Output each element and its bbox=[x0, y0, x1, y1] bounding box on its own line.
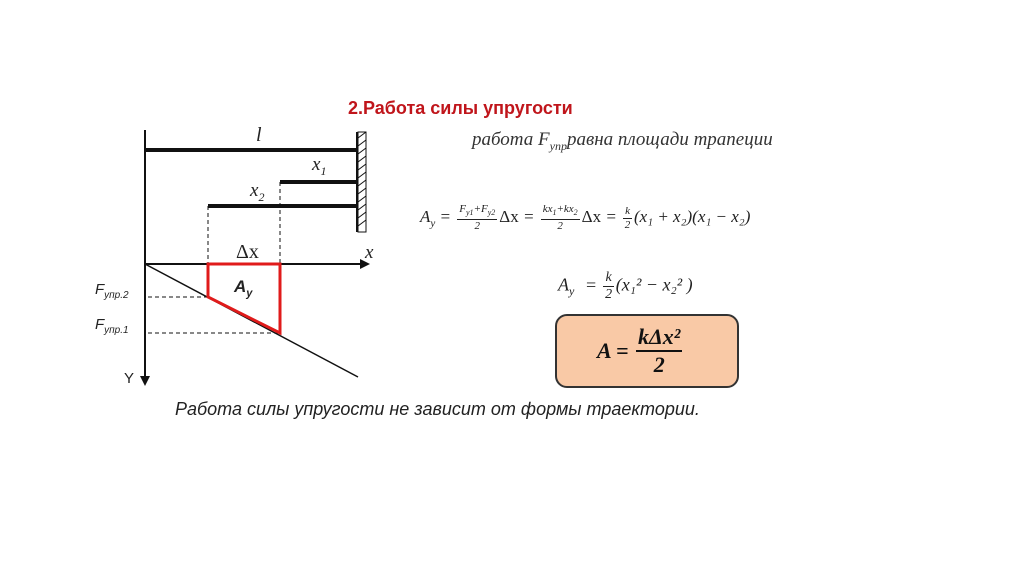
caption: Работа силы упругости не зависит от формы траектории. bbox=[175, 399, 700, 419]
boxed-num: kΔx² bbox=[636, 324, 682, 352]
label-f1-main: F bbox=[95, 316, 105, 333]
f1-dx2: Δx bbox=[581, 207, 602, 226]
f1-tail: (x₁ + x₂)(x₁ − x₂) bbox=[633, 207, 751, 226]
label-f1 bbox=[95, 316, 129, 336]
label-f2-main: F bbox=[95, 281, 105, 298]
formula-work-derivation bbox=[420, 203, 750, 233]
f1-eq1: = bbox=[439, 207, 452, 226]
subtitle-sub: упр bbox=[549, 138, 567, 153]
f1-frac2-den: 2 bbox=[557, 220, 563, 233]
f1-frac1-num bbox=[457, 203, 497, 220]
boxed-den: 2 bbox=[653, 352, 665, 377]
f1-lhs: A bbox=[420, 207, 431, 226]
label-area-main: A bbox=[234, 277, 247, 296]
f1-lhs-sub: y bbox=[430, 217, 436, 230]
f1-frac3-den: 2 bbox=[624, 218, 631, 231]
subtitle-rest: равна площади трапеции bbox=[566, 129, 773, 150]
f1-dx1: Δx bbox=[499, 207, 519, 226]
f2-tail: (x₁² − x₂² ) bbox=[615, 274, 693, 295]
boxed-frac bbox=[636, 324, 682, 378]
f1-eq3: = bbox=[605, 207, 617, 226]
f2-lhs-sub: y bbox=[569, 284, 575, 299]
f1-frac1-num-b: +F bbox=[473, 203, 488, 215]
f1-frac2-num-a: kx bbox=[542, 203, 553, 215]
f1-frac2-num-sub-a: 1 bbox=[552, 208, 557, 218]
f1-frac2-num-sub-b: 2 bbox=[573, 208, 578, 218]
label-x1-main: x bbox=[312, 154, 321, 175]
f1-frac1-num-sub-b: y2 bbox=[487, 208, 496, 218]
label-l: l bbox=[256, 124, 262, 146]
label-area bbox=[234, 277, 252, 299]
subtitle-text: работа F bbox=[472, 129, 550, 150]
f1-frac1-den: 2 bbox=[474, 220, 481, 233]
f2-lhs: A bbox=[558, 274, 569, 295]
result-box bbox=[555, 314, 739, 388]
f1-frac1 bbox=[457, 203, 497, 233]
label-f2 bbox=[95, 281, 129, 301]
label-area-sub: y bbox=[246, 287, 253, 300]
label-x2-sub: 2 bbox=[258, 189, 265, 204]
label-x-axis: x bbox=[365, 242, 374, 263]
f2-frac-num: k bbox=[605, 270, 612, 285]
f2-frac-den: 2 bbox=[605, 287, 613, 302]
f1-frac1-num-sub-a: y1 bbox=[466, 208, 474, 218]
label-dx: Δx bbox=[236, 241, 259, 263]
f1-frac2-num bbox=[541, 203, 580, 220]
label-x2 bbox=[250, 180, 264, 205]
label-x1-sub: 1 bbox=[320, 163, 327, 178]
label-f2-sub: упр.2 bbox=[104, 290, 129, 301]
f1-eq2: = bbox=[522, 207, 535, 226]
f1-frac2 bbox=[541, 203, 580, 233]
boxed-lhs: A = bbox=[597, 338, 629, 363]
label-f1-sub: упр.1 bbox=[104, 325, 129, 336]
label-y-axis: Y bbox=[124, 370, 135, 387]
slide-title: 2.Работа силы упругости bbox=[348, 98, 573, 118]
f1-frac3-num: k bbox=[625, 204, 630, 217]
f1-frac1-num-a: F bbox=[459, 203, 466, 215]
f2-eq: = bbox=[584, 274, 597, 295]
wall bbox=[357, 132, 366, 232]
f1-frac2-num-b: +kx bbox=[556, 203, 574, 215]
f1-frac3 bbox=[623, 205, 632, 232]
y-axis-arrow bbox=[140, 376, 150, 386]
f2-frac bbox=[603, 270, 613, 303]
boxed-formula bbox=[597, 324, 684, 378]
label-x2-main: x bbox=[250, 180, 259, 201]
label-x1 bbox=[312, 154, 326, 179]
formula-work-squares bbox=[558, 270, 693, 303]
